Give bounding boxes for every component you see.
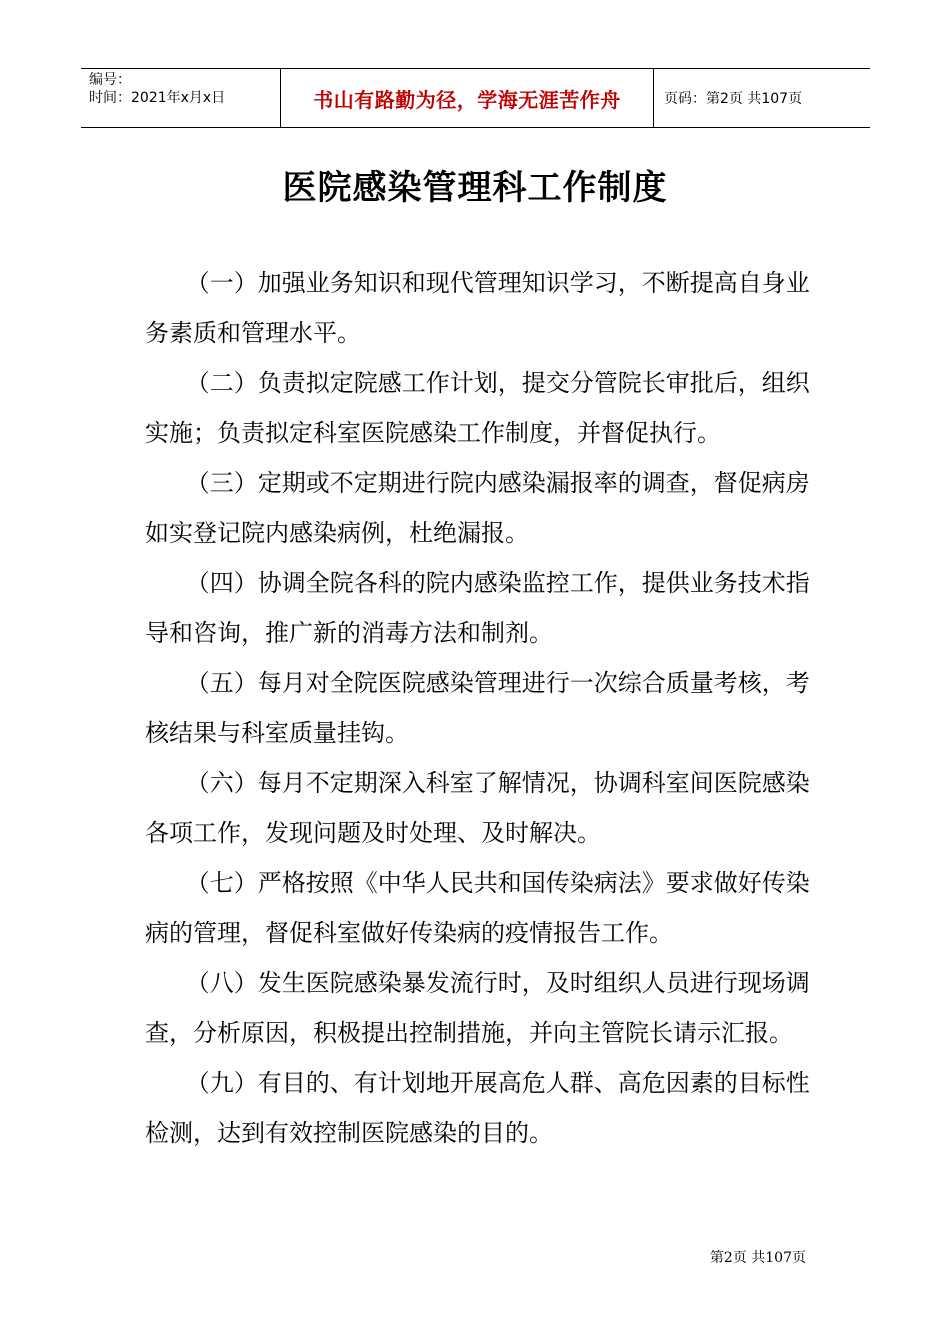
document-title: 医院感染管理科工作制度	[282, 168, 668, 208]
paragraph-9: （九）有目的、有计划地开展高危人群、高危因素的目标性检测，达到有效控制医院感染的目的。	[145, 1069, 810, 1147]
paragraph-1: （一）加强业务知识和现代管理知识学习，不断提高自身业务素质和管理水平。	[145, 269, 810, 347]
paragraph-5: （五）每月对全院医院感染管理进行一次综合质量考核，考核结果与科室质量挂钩。	[145, 669, 810, 747]
paragraph-6: （六）每月不定期深入科室了解情况，协调科室间医院感染各项工作，发现问题及时处理、及时解决。	[145, 769, 810, 847]
paragraph-3: （三）定期或不定期进行院内感染漏报率的调查，督促病房如实登记院内感染病例，杜绝漏报。	[145, 469, 810, 547]
paragraph-2: （二）负责拟定院感工作计划，提交分管院长审批后，组织实施；负责拟定科室医院感染工作制度，并督促执行。	[145, 369, 810, 447]
paragraph-8: （八）发生医院感染暴发流行时，及时组织人员进行现场调查，分析原因，积极提出控制措施，并向主管院长请示汇报。	[145, 969, 810, 1047]
header-page-info: 页码：第2页 共107页	[664, 91, 803, 107]
page-footer: 第2页 共107页	[709, 1250, 806, 1266]
document-body	[145, 258, 810, 1158]
paragraph-7: （七）严格按照《中华人民共和国传染病法》要求做好传染病的管理，督促科室做好传染病的疫情报告工作。	[145, 869, 810, 947]
header-meta	[81, 69, 281, 127]
paragraph-4: （四）协调全院各科的院内感染监控工作，提供业务技术指导和咨询，推广新的消毒方法和制剂。	[145, 569, 810, 647]
time-label: 时间：2021年x月x日	[89, 90, 226, 106]
document-header	[81, 68, 870, 128]
header-motto: 书山有路勤为径，学海无涯苦作舟	[281, 69, 654, 127]
number-label: 编号：	[89, 72, 131, 88]
